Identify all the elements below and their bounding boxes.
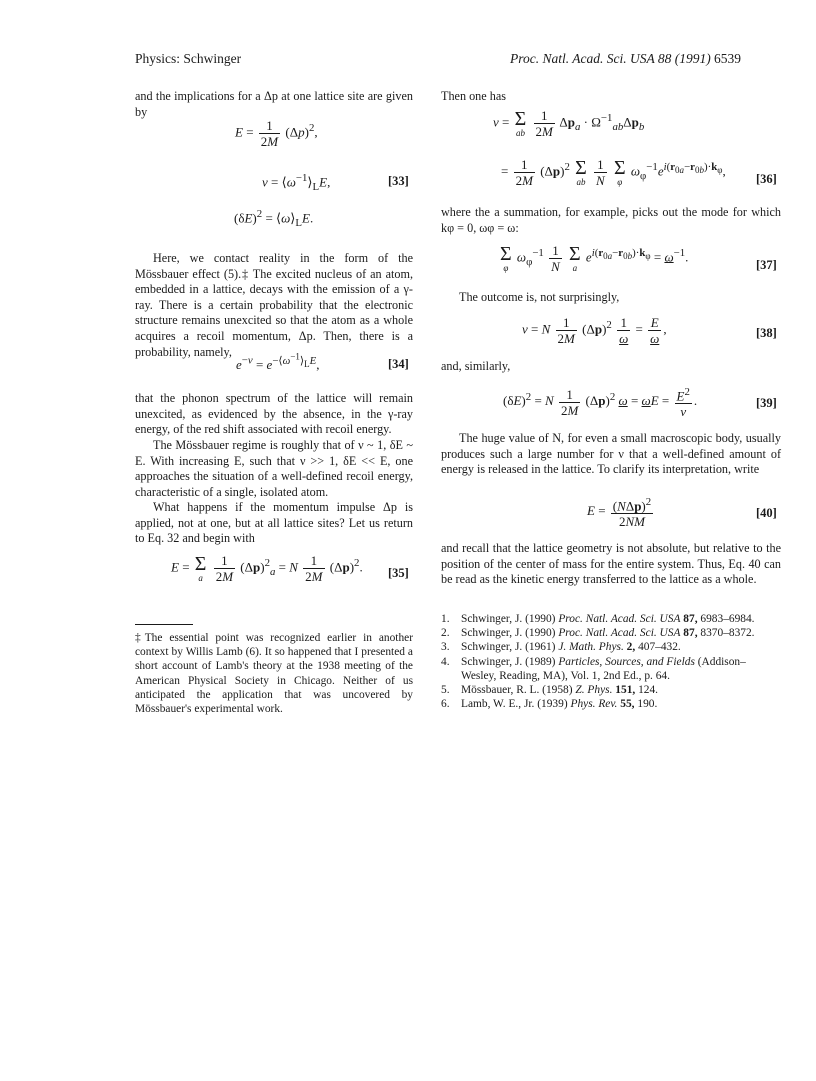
equation-33: $\nu = ⟨\omega^{-1}⟩_LE$, [262, 172, 331, 193]
right-paragraph-outcome: The outcome is, not surprisingly, [459, 290, 620, 304]
running-head-journal: Proc. Natl. Acad. Sci. USA 88 (1991) [510, 51, 711, 66]
footnote-rule [135, 624, 193, 625]
equation-35: E = Σ a $\frac{1}{2M}$ $(\Delta p)^2_a = N$ $\frac{1}{2M}$ $(\Delta p)^2$. [171, 552, 363, 584]
equation-34-label: [34] [388, 357, 409, 371]
left-paragraph-phonon: that the phonon spectrum of the lattice will remain unexcited, as evidenced by the absence, in the γ-ray energy, of the red shift associated with recoil energy. [135, 391, 413, 437]
left-paragraph-all-sites: What happens if the momentum impulse Δp is applied, not at one, but at all lattice sites? Let us return to Eq. 32 and begin with [135, 500, 413, 546]
equation-36: = $\frac{1}{2M}$ $(\Delta p)^2$ Σ ab $\frac{1}{N}$ Σ φ $\omega_\varphi^{-1}e^{i(r_{0a}-r_{0b})\cdot k_\varphi}$, [501, 156, 726, 188]
reference-item: 6. Lamb, W. E., Jr. (1939) Phys. Rev. 55, 190. [441, 698, 658, 711]
left-paragraph-regime: The Mössbauer regime is roughly that of ν ~ 1, δE ~ E. With increasing E, such that ν >> 1, δE << E, one approaches the situation of a well-defined recoil energy, characteristic of a single, isolated atom. [135, 438, 413, 499]
right-paragraph-similarly: and, similarly, [441, 359, 511, 373]
reference-item: 5. Mössbauer, R. L. (1958) Z. Phys. 151, 124. [441, 684, 659, 697]
equation-34: $e^{-\nu} = e^{-⟨\omega^{-1}⟩_LE}$, [236, 351, 320, 372]
right-paragraph-summation: where the a summation, for example, picks out the mode for which kφ = 0, ωφ = ω: [441, 205, 781, 235]
equation-33-label: [33] [388, 174, 409, 188]
equation-39-label: [39] [756, 396, 777, 410]
equation-37: Σ φ $\omega_\varphi^{-1}$ $\frac{1}{N}$ Σ a $e^{i(r_{0a}-r_{0b})\cdot k_\varphi} = \omega^{-1}$. [500, 242, 689, 274]
equation-35-label: [35] [388, 566, 409, 580]
reference-item: 1. Schwinger, J. (1990) Proc. Natl. Acad. Sci. USA 87, 6983–6984. [441, 613, 755, 625]
reference-list [441, 612, 781, 711]
equation-energy-single: E = $\frac{1}{2M}$ $(\Delta p)^2$, [235, 118, 318, 149]
equation-39: $(\delta E)^2 = N$ $\frac{1}{2M}$ $(\Delta p)^2$ ω = ωE = $\frac{E^2}{\nu}$ . [503, 386, 698, 420]
reference-item: 2. Schwinger, J. (1990) Proc. Natl. Acad. Sci. USA 87, 8370–8372. [441, 627, 755, 640]
equation-38: ν = N $\frac{1}{2M}$ $(\Delta p)^2$ $\frac{1}{\omega}$ = $\frac{E}{\omega}$ , [522, 315, 667, 346]
right-paragraph-huge-n: The huge value of N, for even a small macroscopic body, usually produces such a large number for ν that a well-defined amount of energy is released in the lattice. To clarify its interpretation, write [441, 431, 781, 477]
equation-37-label: [37] [756, 258, 777, 272]
equation-38-label: [38] [756, 326, 777, 340]
equation-energy-spread: $(\delta E)^2$ = $⟨\omega⟩_LE$. [234, 208, 314, 229]
equation-36-label: [36] [756, 172, 777, 186]
page-number: 6539 [714, 51, 741, 66]
equation-40: E = $\frac{(N\Delta p)^2}{2NM}$ [587, 496, 652, 530]
equation-40-label: [40] [756, 506, 777, 520]
equation-nu-sum: ν = Σ ab $\frac{1}{2M}$ $\Delta p_a \cdot \Omega^{-1}_{ab}\Delta p_b$ [493, 107, 645, 139]
right-paragraph-lattice-geometry: and recall that the lattice geometry is not absolute, but relative to the position of the center of mass for the entire system. Thus, Eq. 40 can be read as the kinetic energy transferred to the lattice as a whole. [441, 541, 781, 587]
reference-item: 3. Schwinger, J. (1961) J. Math. Phys. 2, 407–432. [441, 641, 681, 654]
reference-item-continuation: Wesley, Reading, MA), Vol. 1, 2nd Ed., p. 64. [461, 669, 670, 682]
right-intro: Then one has [441, 89, 506, 103]
footnote: ‡The essential point was recognized earlier in another context by Willis Lamb (6). It so happened that I presented a short account of Lamb's theory at the 1938 meeting of the American Physical Society in Chicago. Neither of us anticipated the application that was uncovered by Mössbauer's experimental work. [135, 632, 413, 716]
reference-item: 4. Schwinger, J. (1989) Particles, Sources, and Fields (Addison– [441, 655, 746, 668]
left-paragraph-mossbauer: Here, we contact reality in the form of the Mössbauer effect (5).‡ The excited nucleus of an atom, embedded in a lattice, decays with the emission of a γ-ray. There is a certain probability that the electronic structure remains unexcited so that the atom as a whole acquires a recoil momentum, Δp. Then, there is a probability, namely, [135, 251, 413, 359]
left-intro: and the implications for a Δp at one lattice site are given by [135, 89, 413, 119]
running-head-section: Physics: Schwinger [135, 51, 242, 66]
